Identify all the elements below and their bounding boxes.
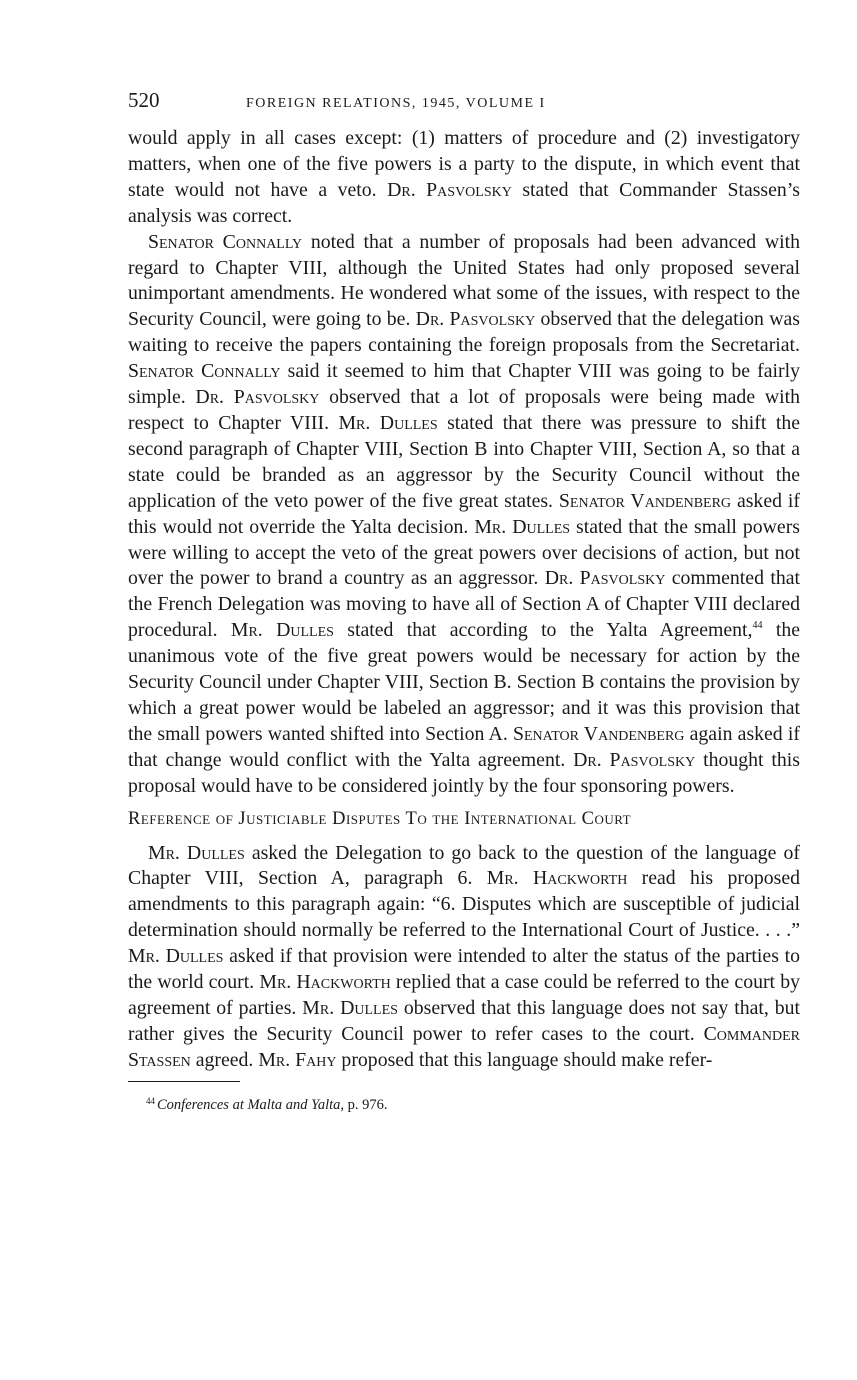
footnote-text: , p. 976. bbox=[340, 1096, 388, 1113]
speaker-name: Senator Connally bbox=[148, 230, 303, 253]
text-run: asked if that provision were intended to alter the status of the parties to the world court. bbox=[128, 945, 801, 994]
text-run: replied that a case could be referred to the court by agreement of parties. bbox=[128, 971, 800, 1019]
speaker-name: Dr. Pasvolsky bbox=[573, 748, 696, 771]
text-run: the unanimous vote of the five great powers would be necessary for action by the Security Council under Chapter VIII, Section B. Section B contains the provision by which a great power would be labeled an aggressor; and it was this provision that the small powers wanted shifted into Section A. bbox=[128, 619, 801, 745]
speaker-name: Mr. Dulles bbox=[474, 515, 571, 538]
paragraph-chapter-viii-discussion bbox=[128, 230, 800, 800]
text-run: stated that according to the Yalta Agreement, bbox=[333, 619, 753, 642]
text-run: thought this proposal would have to be considered jointly by the four sponsoring powers. bbox=[128, 748, 800, 797]
speaker-name: Commander Stassen bbox=[128, 1022, 800, 1071]
text-run: stated that there was pressure to shift the second paragraph of Chapter VIII, Section B into Chapter VIII, Section A, so that a state could be branded as an aggressor by the Security Council without the application of the veto power of the five great states. bbox=[128, 411, 801, 512]
speaker-name: Senator Vandenberg bbox=[512, 722, 685, 745]
text-run: read his proposed amendments to this paragraph again: “6. Disputes which are susceptible of judicial determination should normally be referred to the International Court of Justice. . . .” bbox=[128, 867, 801, 942]
speaker-name: Mr. Dulles bbox=[230, 619, 334, 642]
page-header bbox=[128, 88, 800, 118]
text-run: stated that Commander Stassen’s analysis was correct. bbox=[128, 178, 800, 227]
footnote bbox=[146, 1096, 800, 1114]
section-heading: Reference of Justiciable Disputes To the International Court bbox=[128, 808, 632, 829]
speaker-name: Mr. Hackworth bbox=[259, 971, 391, 994]
text-run: said it seemed to him that Chapter VIII was going to be fairly simple. bbox=[128, 360, 800, 409]
text-run: noted that a number of proposals had been advanced with regard to Chapter VIII, although the United States had only proposed several unimportant amendments. He wondered what some of the issues, with respect to the Security Council, were going to be. bbox=[128, 230, 800, 331]
running-title: FOREIGN RELATIONS, 1945, VOLUME I bbox=[246, 96, 546, 111]
speaker-name: Senator Connally bbox=[128, 360, 281, 383]
text-run: stated that the small powers were willing to accept the veto of the great powers over decisions of action, but not over the power to brand a country as an aggressor. bbox=[128, 515, 800, 590]
text-run: observed that a lot of proposals were being made with respect to Chapter VIII. bbox=[128, 386, 800, 434]
text-run: asked if this would not override the Yalta decision. bbox=[128, 489, 800, 538]
paragraph-continuation bbox=[128, 126, 800, 230]
text-run: observed that the delegation was waiting to receive the papers containing the foreign proposals from the Secretariat. bbox=[128, 308, 800, 357]
paragraph-justiciable-disputes bbox=[128, 841, 800, 1074]
text-run: commented that the French Delegation was moving to have all of Section A of Chapter VIII declared procedural. bbox=[128, 567, 800, 642]
speaker-name: Dr. Pasvolsky bbox=[387, 178, 512, 201]
speaker-name: Mr. Dulles bbox=[148, 841, 245, 864]
speaker-name: Mr. Dulles bbox=[338, 411, 438, 434]
speaker-name: Mr. Fahy bbox=[258, 1048, 337, 1071]
text-run: agreed. bbox=[190, 1048, 259, 1071]
text-run: again asked if that change would conflict with the Yalta agreement. bbox=[128, 722, 800, 771]
speaker-name: Senator Vandenberg bbox=[558, 489, 732, 512]
body-text-section bbox=[128, 841, 800, 1074]
footnote-mark: 44 bbox=[146, 1095, 155, 1106]
speaker-name: Mr. Hackworth bbox=[486, 867, 628, 890]
body-text bbox=[128, 126, 800, 800]
text-run: would apply in all cases except: (1) matters of procedure and (2) investigatory matters, when one of the five powers is a party to the dispute, in which event that state would not have a veto. bbox=[128, 127, 800, 201]
text-run: observed that this language does not say that, but rather gives the Security Council power to refer cases to the court. bbox=[128, 997, 801, 1045]
text-run: asked the Delegation to go back to the question of the language of Chapter VIII, Section A, paragraph 6. bbox=[128, 841, 800, 890]
speaker-name: Mr. Dulles bbox=[302, 997, 398, 1019]
page-number: 520 bbox=[128, 88, 160, 112]
speaker-name: Dr. Pasvolsky bbox=[544, 567, 666, 590]
speaker-name: Mr. Dulles bbox=[128, 945, 224, 968]
document-page bbox=[128, 88, 800, 1114]
speaker-name: Dr. Pasvolsky bbox=[415, 308, 536, 331]
speaker-name: Dr. Pasvolsky bbox=[195, 386, 320, 409]
footnote-reference: 44 bbox=[752, 620, 763, 632]
footnote-title: Conferences at Malta and Yalta bbox=[157, 1096, 341, 1113]
footnote-divider bbox=[128, 1081, 240, 1082]
text-run: proposed that this language should make refer- bbox=[336, 1048, 713, 1071]
